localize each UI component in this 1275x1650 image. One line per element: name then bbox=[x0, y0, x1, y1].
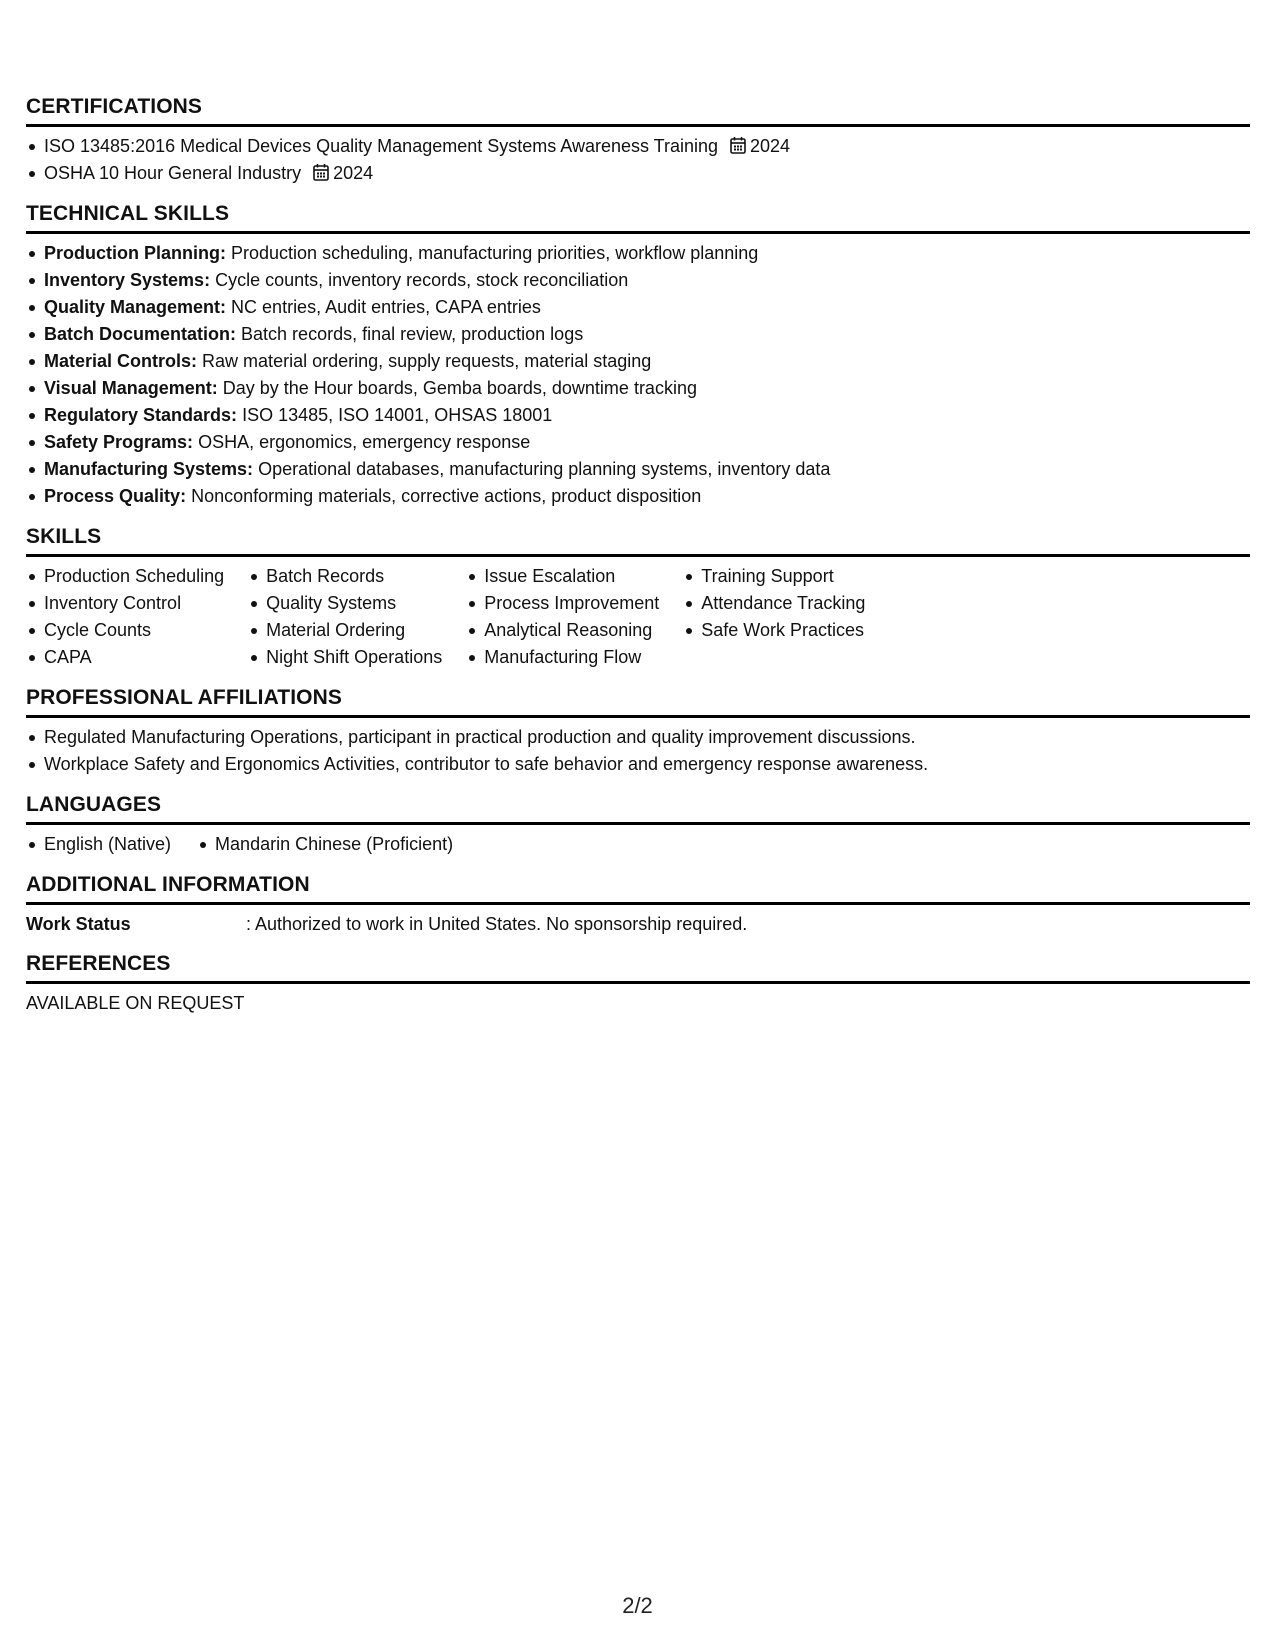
language-item: Mandarin Chinese (Proficient) bbox=[197, 831, 453, 858]
technical-skill-item bbox=[26, 348, 1250, 375]
skills-column bbox=[683, 563, 865, 671]
skill-item: Quality Systems bbox=[248, 590, 442, 617]
skill-item: Night Shift Operations bbox=[248, 644, 442, 671]
language-item: English (Native) bbox=[26, 831, 171, 858]
languages-list bbox=[26, 831, 1250, 858]
technical-skill-label: Production Planning: bbox=[44, 243, 226, 263]
skill-item: Analytical Reasoning bbox=[466, 617, 659, 644]
certification-year: 2024 bbox=[333, 163, 374, 183]
additional-info-heading: ADDITIONAL INFORMATION bbox=[26, 872, 1250, 905]
technical-skill-item bbox=[26, 456, 1250, 483]
skill-item: Attendance Tracking bbox=[683, 590, 865, 617]
technical-skill-item bbox=[26, 240, 1250, 267]
technical-skill-item bbox=[26, 321, 1250, 348]
certification-name: OSHA 10 Hour General Industry bbox=[44, 163, 302, 183]
additional-info-section bbox=[26, 872, 1250, 937]
technical-skill-text: Operational databases, manufacturing planning systems, inventory data bbox=[258, 459, 831, 479]
skill-item: Training Support bbox=[683, 563, 865, 590]
technical-skills-list bbox=[26, 240, 1250, 510]
skills-column bbox=[466, 563, 659, 671]
skills-column bbox=[26, 563, 224, 671]
technical-skill-text: Day by the Hour boards, Gemba boards, downtime tracking bbox=[222, 378, 697, 398]
technical-skill-label: Quality Management: bbox=[44, 297, 227, 317]
technical-skill-label: Process Quality: bbox=[44, 486, 187, 506]
affiliation-item: Regulated Manufacturing Operations, participant in practical production and quality improvement discussions. bbox=[26, 724, 1250, 751]
technical-skill-text: OSHA, ergonomics, emergency response bbox=[198, 432, 531, 452]
references-heading: REFERENCES bbox=[26, 951, 1250, 984]
certifications-section bbox=[26, 94, 1250, 187]
technical-skill-label: Visual Management: bbox=[44, 378, 218, 398]
technical-skill-item bbox=[26, 267, 1250, 294]
skill-item: Safe Work Practices bbox=[683, 617, 865, 644]
affiliations-section bbox=[26, 685, 1250, 778]
calendar-icon bbox=[730, 136, 746, 154]
technical-skill-text: ISO 13485, ISO 14001, OHSAS 18001 bbox=[242, 405, 553, 425]
certifications-list bbox=[26, 133, 1250, 187]
technical-skill-text: Cycle counts, inventory records, stock reconciliation bbox=[215, 270, 629, 290]
certification-name: ISO 13485:2016 Medical Devices Quality Management Systems Awareness Training bbox=[44, 136, 719, 156]
certification-item bbox=[26, 160, 1250, 187]
technical-skill-text: Production scheduling, manufacturing priorities, workflow planning bbox=[231, 243, 759, 263]
technical-skill-label: Regulatory Standards: bbox=[44, 405, 238, 425]
references-section bbox=[26, 951, 1250, 1016]
work-status-value: : Authorized to work in United States. No sponsorship required. bbox=[246, 914, 748, 934]
technical-skill-label: Material Controls: bbox=[44, 351, 198, 371]
skills-heading: SKILLS bbox=[26, 524, 1250, 557]
technical-skill-label: Safety Programs: bbox=[44, 432, 194, 452]
skill-item: Batch Records bbox=[248, 563, 442, 590]
technical-skill-text: Batch records, final review, production logs bbox=[241, 324, 584, 344]
technical-skill-item bbox=[26, 402, 1250, 429]
skill-item: CAPA bbox=[26, 644, 224, 671]
technical-skill-text: Raw material ordering, supply requests, material staging bbox=[202, 351, 652, 371]
technical-skills-heading: TECHNICAL SKILLS bbox=[26, 201, 1250, 234]
affiliations-heading: PROFESSIONAL AFFILIATIONS bbox=[26, 685, 1250, 718]
technical-skill-label: Batch Documentation: bbox=[44, 324, 237, 344]
technical-skill-item bbox=[26, 375, 1250, 402]
technical-skill-text: Nonconforming materials, corrective actions, product disposition bbox=[191, 486, 702, 506]
technical-skill-text: NC entries, Audit entries, CAPA entries bbox=[231, 297, 541, 317]
affiliations-list bbox=[26, 724, 1250, 778]
languages-section bbox=[26, 792, 1250, 858]
references-text: AVAILABLE ON REQUEST bbox=[26, 993, 245, 1013]
calendar-icon bbox=[313, 163, 329, 181]
technical-skill-item bbox=[26, 483, 1250, 510]
technical-skill-label: Inventory Systems: bbox=[44, 270, 211, 290]
skill-item: Material Ordering bbox=[248, 617, 442, 644]
skill-item: Cycle Counts bbox=[26, 617, 224, 644]
certifications-heading: CERTIFICATIONS bbox=[26, 94, 1250, 127]
skill-item: Manufacturing Flow bbox=[466, 644, 659, 671]
technical-skill-item bbox=[26, 429, 1250, 456]
work-status-row bbox=[26, 911, 1250, 937]
languages-heading: LANGUAGES bbox=[26, 792, 1250, 825]
skills-section bbox=[26, 524, 1250, 671]
affiliation-item: Workplace Safety and Ergonomics Activities, contributor to safe behavior and emergency response awareness. bbox=[26, 751, 1250, 778]
technical-skill-item bbox=[26, 294, 1250, 321]
skill-item: Issue Escalation bbox=[466, 563, 659, 590]
technical-skill-label: Manufacturing Systems: bbox=[44, 459, 254, 479]
technical-skills-section bbox=[26, 201, 1250, 510]
skill-item: Inventory Control bbox=[26, 590, 224, 617]
skill-item: Production Scheduling bbox=[26, 563, 224, 590]
resume-page bbox=[26, 94, 1250, 1030]
certification-item bbox=[26, 133, 1250, 160]
work-status-label: Work Status bbox=[26, 914, 131, 934]
certification-year: 2024 bbox=[750, 136, 791, 156]
skills-column bbox=[248, 563, 442, 671]
skill-item: Process Improvement bbox=[466, 590, 659, 617]
page-number: 2/2 bbox=[622, 1593, 653, 1618]
skills-grid bbox=[26, 563, 1250, 671]
